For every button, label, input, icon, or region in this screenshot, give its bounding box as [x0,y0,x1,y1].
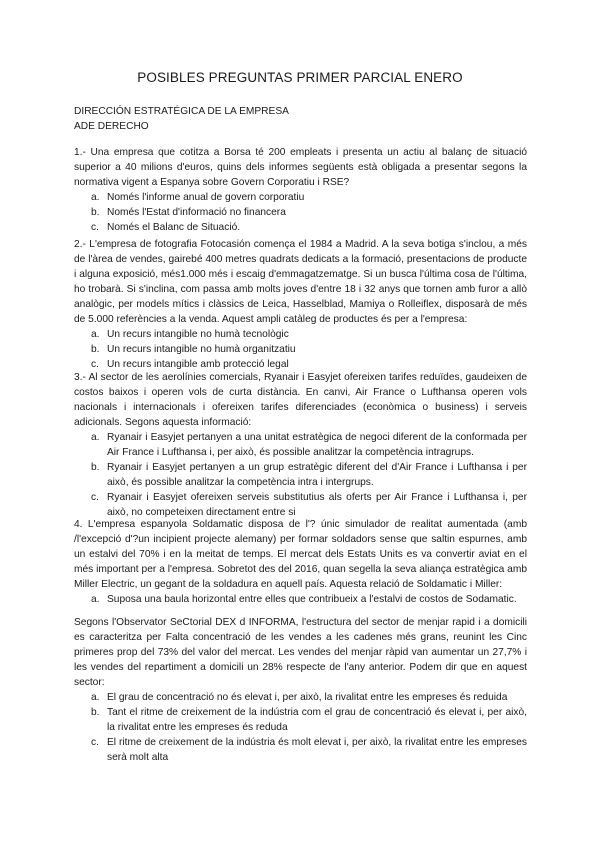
question-1-options [74,190,527,235]
question-5-option-b: b. Tant el ritme de creixement de la indústria com el grau de concentració és elevat i, per això, la rivalitat entre les empreses és reduda [91,707,527,733]
question-1-option-b: b. Només l'Estat d'informació no financera [91,207,286,218]
question-1-text: 1.- Una empresa que cotitza a Borsa té 200 empleats i presenta un actiu al balanç de situació superior a 40 milions d'euros, quins dels informes següents està obligada a presentar segons la normativa vigent a Espanya sobre Govern Corporatiu i RSE? [74,147,527,188]
question-3 [74,370,527,520]
question-3-option-c: c. Ryanair i Easyjet ofereixen serveis substitutius als oferts per Air France i Lufthansa i, per això, no competeixen directament entre si [91,492,527,518]
question-5 [74,615,527,765]
question-2-option-c: c. Un recurs intangible amb protecció legal [91,359,289,370]
document-title: POSIBLES PREGUNTAS PRIMER PARCIAL ENERO [137,70,463,85]
question-2-option-b: b. Un recurs intangible no humà organitzatiu [91,344,296,355]
question-5-option-a: a. El grau de concentració no és elevat i, per això, la rivalitat entre les empreses és reduida [91,692,508,703]
question-3-option-b: b. Ryanair i Easyjet pertanyen a un grup estratègic diferent del d'Air France i Lufthansa i per això, és possible analitzar la competència intra i intergrups. [91,462,527,488]
question-4 [74,517,527,607]
question-3-text: 3.- Al sector de les aerolínies comercials, Ryanair i Easyjet ofereixen tarifes reduïdes, gaudeixen de costos baixos i operen vols de curta distància. En canvi, Air France o Lufthansa operen vols nacionals i internacionals i ofereixen tarifes diferenciades (econòmica o business) i serveis adicionals. Segons aquesta informació: [74,372,527,428]
question-4-options [74,592,527,607]
question-3-option-a: a. Ryanair i Easyjet pertanyen a una unitat estratègica de negoci diferent de la conformada per Air France i Lufthansa i, per això, és possible analitzar la competència intragrups. [91,432,527,458]
question-1 [74,145,527,235]
question-2-options [74,327,527,372]
question-2-text: 2.- L'empresa de fotografia Fotocasión comença el 1984 a Madrid. A la seva botiga s'inclou, a més de l'àrea de vendes, gairebé 400 metres quadrats dedicats a la formació, presentacions de producte i alguna exposició, més1.000 més i escaig d'emmagatzematge. Si un busca l'última cosa de l'última, ho trobarà. Si s'inclina, com passa amb molts joves d'entre 18 i 32 anys que tornen amb furor a allò analògic, per models mítics i clàssics de Leica, Hasselblad, Mamiya o Rolleiflex, disposarà de més de 5.000 referències a la venda. Aquest ampli catàleg de productes és per a l'empresa: [74,239,527,325]
question-1-option-c: c. Només el Balanc de Situació. [91,222,241,233]
course-subject: DIRECCIÓN ESTRATÉGICA DE LA EMPRESA [74,106,289,117]
document-header [74,104,289,134]
question-5-text: Segons l'Observator SeCtorial DEX d INFORMA, l'estructura del sector de menjar rapid i a domicili es caracteritza per Falta concentració de les vendes a les cadenes més grans, reunint les Cinc primeres prop del 73% del valor del mercat. Les vendes del menjar ràpid van aumentar un 27,7% i les vendes del repartiment a domicili un 28% respecte de l'any anterior. Podem dir que en aquest sector: [74,617,527,688]
question-4-option-a: a. Suposa una baula horizontal entre elles que contribueix a l'estalvi de costos de Sodamatic. [91,594,517,605]
question-2 [74,237,527,372]
question-5-options [74,690,527,765]
question-4-text: 4. L'empresa espanyola Soldamatic disposa de l'? únic simulador de realitat aumentada (amb /l'excepció d'?un incipient projecte alemany) per formar soldadors sense que saltin espurnes, amb un estalvi del 70% i en la meitat de temps. El mercat dels Estats Units es va convertir aviat en el més important per a l'empresa. Sobretot des del 2016, quan segella la seva aliança estratègica amb Miller Electric, un gegant de la soldadura en aquell país. Aquesta relació de Soldamatic i Miller: [74,519,527,590]
question-5-option-c: c. El ritme de creixement de la indústria és molt elevat i, per això, la rivalitat entre les empreses serà molt alta [91,737,527,763]
question-1-option-a: a. Només l'informe anual de govern corporatiu [91,192,305,203]
question-2-option-a: a. Un recurs intangible no humà tecnològic [91,329,289,340]
course-degree: ADE DERECHO [74,121,149,132]
question-3-options [74,430,527,520]
